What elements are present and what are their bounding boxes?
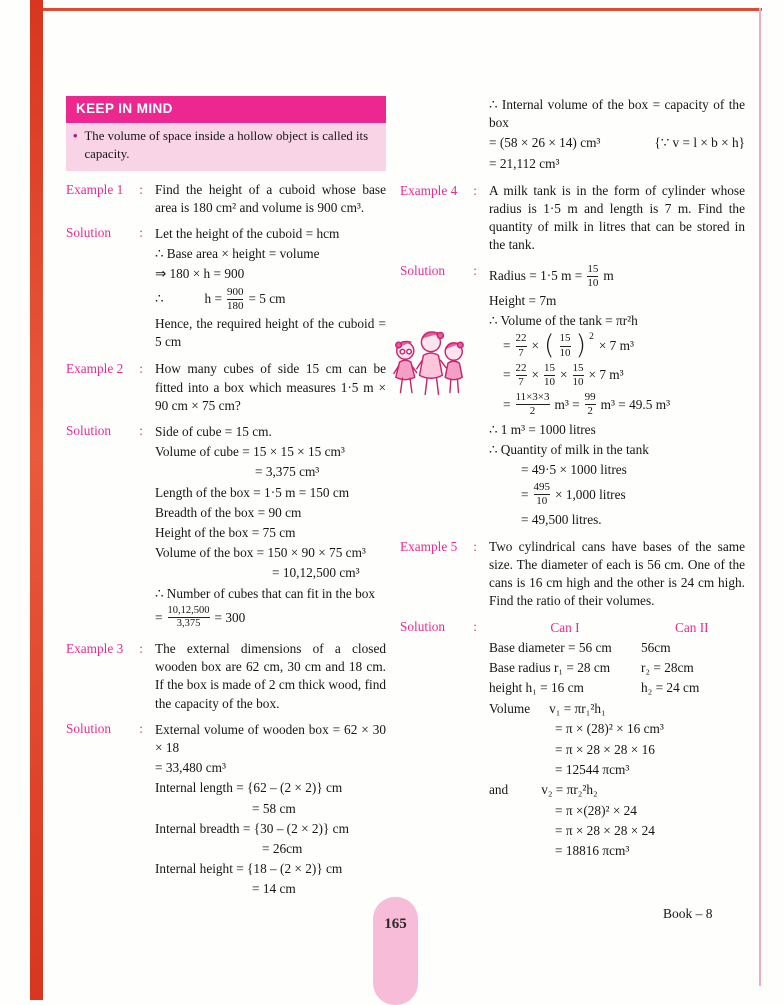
- equation-rhs: = 5 cm: [248, 291, 286, 307]
- can-1-value: Base radius r₁ = 28 cm: [489, 659, 611, 675]
- example-4-label-text: Example 4: [400, 182, 458, 198]
- example-1-question: Find the height of a cuboid whose base area is 180 cm² and volume is 900 cm³.: [155, 181, 386, 215]
- page-border-top: [43, 8, 762, 11]
- keep-in-mind-note: [66, 123, 386, 170]
- equals-sign: =: [155, 609, 163, 625]
- can-2-value: h₂ = 24 cm: [641, 680, 700, 696]
- numerator: 15: [572, 361, 584, 374]
- colon: :: [139, 720, 143, 736]
- solution-line: ∴ Quantity of milk in the tank: [489, 441, 649, 457]
- solution-line: ∴ Volume of the tank = πr²h: [489, 313, 638, 329]
- solution-math-line: = $\frac{22}{7}$ × ( $\frac{15}{10}$ ) 2 × 7 m³: [503, 330, 634, 362]
- times-sign: ×: [560, 367, 568, 383]
- fraction: [516, 391, 550, 418]
- fraction: [587, 263, 598, 290]
- numerator: 22: [515, 332, 527, 345]
- solution-label-text: Solution: [400, 262, 446, 278]
- numerator: 99: [584, 391, 596, 404]
- denominator: 10: [534, 494, 551, 508]
- can-2-value: r₂ = 28cm: [641, 659, 694, 675]
- numerator: 10,12,500: [167, 604, 210, 616]
- solution-line: Side of cube = 15 cm.: [155, 423, 272, 439]
- keep-in-mind-title: KEEP IN MIND: [76, 101, 173, 116]
- solution-line: = 10,12,500 cm³: [272, 565, 360, 581]
- times-sign: ×: [531, 337, 539, 353]
- solution-line: ∴ 1 m³ = 1000 litres: [489, 421, 596, 437]
- colon: :: [139, 181, 143, 197]
- example-2-label: [66, 360, 155, 378]
- example-5-solution-body: [489, 618, 745, 863]
- solution-line: = π × (28)² × 16 cm³: [555, 721, 664, 737]
- cans-data-row: [489, 639, 745, 657]
- can-1-header: Can I: [550, 619, 580, 635]
- solution-line: Height = 7m: [489, 293, 557, 308]
- spacer: [400, 95, 489, 175]
- solution-label-text: Solution: [66, 720, 112, 736]
- solution-line: = 3,375 cm³: [255, 464, 320, 480]
- solution-math-line: [155, 286, 386, 313]
- denominator: 3,375: [168, 617, 210, 631]
- fraction: [516, 332, 527, 359]
- right-column: [400, 95, 745, 870]
- solution-math-line: [503, 391, 745, 418]
- can-1-value: height h₁ = 16 cm: [489, 680, 584, 696]
- solution-line: Internal breadth = {30 – (2 × 2)} cm: [155, 820, 349, 836]
- solution-line: Volume of the box = 150 × 90 × 75 cm³: [155, 545, 366, 561]
- solution-2-label: [66, 422, 155, 440]
- page-number-pill: [373, 897, 418, 1005]
- solution-line: = 12544 πcm³: [555, 761, 630, 777]
- can-1-value: Base diameter = 56 cm: [489, 639, 612, 655]
- colon: :: [139, 640, 143, 656]
- numerator: 900: [226, 285, 244, 298]
- solution-line: = 26cm: [262, 841, 303, 856]
- colon: :: [473, 262, 477, 278]
- and-word: and: [489, 782, 509, 798]
- solution-label-text: Solution: [66, 224, 112, 240]
- colon: :: [473, 182, 477, 198]
- equation-rhs: m: [603, 268, 614, 284]
- colon: :: [139, 422, 143, 438]
- fraction: [534, 481, 551, 508]
- fraction: [227, 286, 244, 313]
- solution-line: Height of the box = 75 cm: [155, 524, 296, 540]
- example-2-label-text: Example 2: [66, 361, 124, 377]
- equation-lhs: h =: [204, 291, 222, 307]
- equation: v₂ = πr₂²h₂: [541, 782, 598, 798]
- left-column: [66, 96, 386, 908]
- numerator: 495: [533, 481, 550, 494]
- example-3-continued-body: [489, 95, 745, 175]
- denominator: 10: [587, 276, 599, 289]
- example-5-solution: [400, 618, 745, 863]
- fraction: [573, 362, 584, 389]
- example-3-solution: [66, 720, 386, 901]
- equation-mid: m³ =: [554, 396, 580, 412]
- cans-data-row: [489, 659, 745, 677]
- example-4-question: A milk tank is in the form of cylinder whose radius is 1·5 m and length is 7 m. Find the quantity of milk in litres that can be stored in the tank.: [489, 182, 745, 253]
- solution-line: ⇒ 180 × h = 900: [155, 266, 245, 282]
- solution-line: ∴ Internal volume of the box = capacity of the box: [489, 97, 745, 131]
- equals-sign: =: [503, 337, 511, 353]
- example-2-solution: [66, 422, 386, 633]
- numerator: 15: [587, 262, 599, 275]
- example-2-solution-body: [155, 422, 386, 633]
- can-2-value: 56cm: [641, 639, 671, 655]
- solution-5-label: [400, 618, 489, 636]
- example-5-question: Two cylindrical cans have bases of the same size. The diameter of each is 56 cm. One of the cans is 16 cm high and the other is 24 cm high. Find the ratio of their volumes.: [489, 538, 745, 609]
- example-1-solution-body: [155, 224, 386, 353]
- fraction: [560, 332, 571, 359]
- solution-math-line: [155, 605, 386, 631]
- solution-line: Hence, the required height of the cuboid = 5 cm: [155, 315, 386, 350]
- solution-3-label: [66, 720, 155, 738]
- book-label: Book – 8: [663, 906, 713, 921]
- denominator: 10: [544, 375, 555, 388]
- solution-line: Internal length = {62 – (2 × 2)} cm: [155, 780, 343, 796]
- equation-rhs: × 7 m³: [588, 367, 624, 383]
- colon: :: [473, 538, 477, 554]
- solution-math-line: [489, 781, 745, 800]
- equation-rhs: × 1,000 litres: [555, 486, 626, 502]
- equation-rhs: m³ = 49.5 m³: [600, 396, 671, 412]
- example-2-question: How many cubes of side 15 cm can be fitted into a box which measures 1·5 m × 90 cm × 75 cm?: [155, 361, 386, 413]
- equation-lhs: Radius = 1·5 m =: [489, 268, 583, 284]
- solution-math-line: [489, 263, 745, 290]
- solution-line: [489, 134, 745, 152]
- can-2-header: Can II: [675, 619, 709, 635]
- solution-label-text: Solution: [400, 618, 446, 634]
- example-5-label-text: Example 5: [400, 538, 458, 554]
- numerator: 15: [559, 332, 571, 345]
- keep-in-mind-banner: [66, 96, 386, 123]
- solution-line: = π × 28 × 28 × 24: [555, 823, 655, 839]
- solution-line: = π ×(28)² × 24: [555, 802, 637, 818]
- keep-in-mind-text: The volume of space inside a hollow object is called its capacity.: [84, 129, 369, 162]
- solution-line: = 21,112 cm³: [489, 155, 560, 171]
- denominator: 10: [572, 375, 584, 388]
- solution-math-line: [521, 481, 745, 508]
- example-1-label: [66, 181, 155, 199]
- example-4-label: [400, 182, 489, 200]
- solution-line: = 33,480 cm³: [155, 760, 226, 776]
- denominator: 7: [516, 346, 527, 360]
- equation-rhs: = 300: [214, 609, 246, 625]
- example-1: [66, 181, 386, 217]
- solution-line: ∴ Base area × height = volume: [155, 246, 320, 262]
- solution-label-text: Solution: [66, 422, 112, 438]
- example-3-solution-continued: [400, 95, 745, 175]
- example-3-label-text: Example 3: [66, 640, 124, 656]
- times-sign: ×: [531, 367, 539, 383]
- solution-line: External volume of wooden box = 62 × 30 × 18: [155, 721, 386, 755]
- denominator: 180: [226, 299, 244, 312]
- solution-line: = 49,500 litres.: [521, 511, 602, 527]
- example-3-label: [66, 640, 155, 658]
- volume-word: Volume: [489, 700, 531, 716]
- solution-4-label: [400, 262, 489, 280]
- example-5-label: [400, 538, 489, 556]
- example-3: [66, 640, 386, 713]
- fraction: [516, 362, 527, 389]
- example-1-label-text: Example 1: [66, 181, 124, 197]
- fraction: [585, 391, 596, 418]
- solution-line: = 58 cm: [252, 800, 296, 816]
- solution-line: Let the height of the cuboid = hcm: [155, 225, 340, 241]
- solution-line: Length of the box = 1·5 m = 150 cm: [155, 484, 350, 500]
- colon: :: [139, 224, 143, 240]
- equation: = (58 × 26 × 14) cm³: [489, 135, 601, 151]
- exponent: 2: [589, 331, 594, 342]
- bullet-icon: •: [73, 129, 78, 144]
- equation: v₁ = πr₁²h₁: [549, 700, 606, 716]
- numerator: 15: [544, 361, 555, 374]
- colon: :: [139, 361, 143, 377]
- fraction: [544, 362, 555, 389]
- solution-line: = 18816 πcm³: [555, 843, 630, 859]
- page-border-left: [30, 0, 43, 1000]
- denominator: 2: [516, 404, 550, 418]
- equals-sign: =: [503, 396, 511, 412]
- equals-sign: =: [503, 367, 511, 383]
- denominator: 10: [559, 346, 571, 359]
- solution-line: Breadth of the box = 90 cm: [155, 504, 302, 520]
- solution-math-line: [503, 362, 745, 389]
- fraction: [168, 605, 210, 631]
- denominator: 7: [516, 375, 527, 389]
- solution-line: Volume of cube = 15 × 15 × 15 cm³: [155, 444, 345, 460]
- equation-rhs: × 7 m³: [598, 337, 634, 353]
- solution-math-line: [489, 699, 745, 718]
- cans-header-row: [489, 619, 745, 637]
- colon: :: [473, 618, 477, 634]
- example-5: [400, 538, 745, 611]
- because-note: {∵ v = l × b × h}: [654, 135, 745, 151]
- cans-data-row: [489, 679, 745, 697]
- solution-1-label: [66, 224, 155, 242]
- solution-line: = π × 28 × 28 × 16: [555, 741, 655, 757]
- example-3-solution-body: [155, 720, 386, 901]
- example-1-solution: [66, 224, 386, 353]
- therefore-symbol: ∴: [155, 291, 164, 307]
- example-3-question: The external dimensions of a closed wooden box are 62 cm, 30 cm and 18 cm. If the box is made of 2 cm thick wood, find the capacity of the box.: [155, 640, 386, 711]
- numerator: 22: [515, 361, 527, 374]
- solution-line: = 14 cm: [252, 881, 296, 897]
- solution-line: = 49·5 × 1000 litres: [521, 461, 627, 477]
- children-illustration: [391, 317, 467, 430]
- denominator: 2: [585, 404, 596, 418]
- solution-line: ∴ Number of cubes that can fit in the box: [155, 585, 376, 601]
- solution-line: Internal height = {18 – (2 × 2)} cm: [155, 861, 343, 877]
- page-number: 165: [384, 916, 407, 932]
- page-border-right: [759, 8, 761, 986]
- equals-sign: =: [521, 486, 529, 502]
- example-4-solution-body: [489, 262, 745, 531]
- numerator: 11×3×3: [515, 391, 550, 404]
- example-4: [400, 182, 745, 255]
- example-2: [66, 360, 386, 415]
